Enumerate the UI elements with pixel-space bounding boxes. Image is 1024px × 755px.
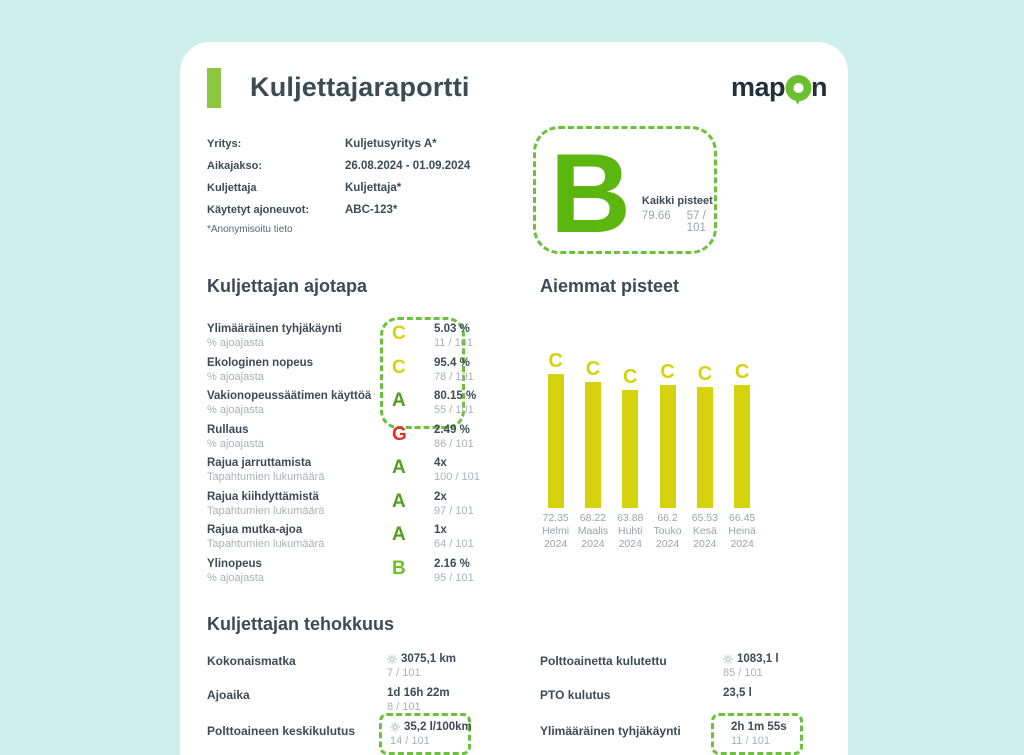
history-bar-label: 66.45 Heinä 2024 — [728, 512, 756, 550]
overall-grade-letter: B — [550, 130, 631, 256]
info-label: Käytetyt ajoneuvot: — [207, 204, 310, 216]
history-bar — [585, 382, 601, 508]
history-bar-grade: C — [660, 361, 675, 384]
metric-sublabel: % ajoajasta — [207, 404, 264, 416]
history-bar-column — [723, 362, 760, 508]
metric-label: Rajua kiihdyttämistä — [207, 490, 319, 503]
history-bar-grade: C — [697, 362, 713, 385]
driving-row — [207, 424, 507, 458]
metric-rank: 11 / 101 — [434, 337, 473, 349]
info-label: Yritys: — [207, 138, 242, 150]
driving-row — [207, 558, 507, 592]
driving-row — [207, 357, 507, 391]
metric-label: Rajua mutka-ajoa — [207, 524, 303, 536]
metric-rank: 78 / 101 — [434, 370, 474, 383]
history-bar-column — [649, 362, 686, 508]
title-accent-bar — [207, 68, 221, 108]
metric-grade: A — [392, 524, 406, 545]
efficiency-label: Polttoaineen keskikulutus — [207, 724, 356, 738]
metric-rank: 55 / 101 — [434, 404, 474, 416]
page-title: Kuljettajaraportti — [250, 72, 470, 102]
efficiency-value-block — [390, 720, 472, 748]
metric-label: Ekologinen nopeus — [207, 356, 314, 369]
metric-rank: 97 / 101 — [434, 504, 474, 517]
metric-label: Vakionopeussäätimen käyttöä — [207, 390, 372, 402]
history-bar — [734, 385, 750, 508]
metric-grade: C — [392, 323, 406, 344]
efficiency-rank: 85 / 101 — [723, 667, 763, 679]
gear-icon — [723, 654, 733, 664]
mapon-logo — [731, 72, 827, 115]
efficiency-section-title: Kuljettajan tehokkuus — [207, 614, 395, 634]
overall-grade-score — [642, 210, 714, 234]
metric-grade: B — [392, 557, 406, 579]
efficiency-rank: 7 / 101 — [387, 667, 421, 679]
metric-value: 1x — [434, 524, 447, 536]
logo-text-right: n — [811, 72, 828, 102]
efficiency-value: 2h 1m 55s — [731, 721, 787, 733]
driving-row — [207, 457, 507, 491]
metric-sublabel: Tapahtumien lukumäärä — [207, 471, 325, 483]
efficiency-value-block — [723, 652, 779, 680]
info-label: Aikajakso: — [207, 160, 263, 172]
metric-sublabel: % ajoajasta — [207, 337, 264, 349]
history-bar-grade: C — [548, 350, 563, 372]
history-bar — [697, 387, 713, 508]
efficiency-value-block — [723, 686, 752, 700]
efficiency-value: 23,5 l — [723, 687, 752, 699]
gear-icon — [390, 722, 400, 732]
efficiency-label: Ajoaika — [207, 688, 250, 702]
history-chart-labels — [537, 512, 761, 551]
report-info — [207, 138, 470, 226]
metric-rank: 86 / 101 — [434, 437, 474, 450]
info-value: ABC-123* — [345, 204, 398, 216]
metric-value: 95.4 % — [434, 356, 470, 369]
report-card — [180, 42, 848, 755]
history-bar-label: 72.35 Helmi 2024 — [542, 512, 570, 550]
metric-grade: A — [392, 457, 406, 478]
overall-grade-label: Kaikki pisteet — [641, 195, 713, 207]
driving-section-title: Kuljettajan ajotapa — [207, 276, 368, 296]
history-bar-grade: C — [623, 365, 638, 388]
overall-grade-text — [642, 195, 714, 237]
efficiency-value: 1d 16h 22m — [387, 687, 450, 699]
metric-sublabel: Tapahtumien lukumäärä — [207, 504, 325, 517]
efficiency-label: Ylimääräinen tyhjäkäynti — [540, 724, 681, 738]
efficiency-value: 35,2 l/100km — [404, 721, 472, 733]
driving-rows — [207, 323, 507, 591]
logo-text-left: map — [731, 72, 786, 102]
metric-label: Rullaus — [207, 423, 249, 436]
overall-rank: 57 / 101 — [686, 210, 706, 234]
driving-row — [207, 491, 507, 525]
metric-label: Ylimääräinen tyhjäkäynti — [207, 323, 342, 335]
efficiency-value-block — [387, 686, 450, 714]
history-bar — [660, 385, 676, 508]
metric-grade: G — [392, 423, 407, 445]
history-bar-grade: C — [585, 357, 601, 380]
history-bar-column — [574, 359, 611, 508]
overall-grade-box — [533, 126, 717, 254]
history-bar — [622, 390, 638, 508]
metric-label: Rajua jarruttamista — [207, 457, 312, 469]
info-row-company — [207, 138, 470, 160]
info-value: Kuljettaja* — [345, 182, 402, 194]
map-pin-icon — [785, 72, 811, 115]
history-bar-column — [537, 351, 574, 508]
info-value: 26.08.2024 - 01.09.2024 — [345, 160, 471, 172]
metric-rank: 64 / 101 — [434, 538, 474, 550]
metric-value: 4x — [434, 457, 447, 469]
history-bar-label: 68.22 Maalis 2024 — [577, 512, 609, 550]
history-bar-column — [686, 364, 723, 508]
anonymized-footnote: *Anonymisoitu tieto — [207, 224, 293, 235]
metric-value: 5.03 % — [434, 323, 470, 335]
history-bar — [548, 374, 564, 508]
metric-label: Ylinopeus — [207, 557, 262, 570]
info-label: Kuljettaja — [207, 182, 257, 194]
metric-sublabel: % ajoajasta — [207, 437, 264, 450]
driving-row — [207, 524, 507, 558]
metric-sublabel: % ajoajasta — [207, 571, 264, 584]
efficiency-rank: 14 / 101 — [390, 735, 430, 747]
efficiency-label: Kokonaismatka — [207, 654, 296, 668]
efficiency-label: Polttoainetta kulutettu — [540, 654, 667, 668]
metric-value: 2x — [434, 490, 447, 503]
history-bar-grade: C — [734, 360, 750, 383]
metric-sublabel: % ajoajasta — [207, 370, 264, 383]
efficiency-label: PTO kulutus — [540, 688, 611, 702]
history-bar-label: 66.2 Touko 2024 — [653, 512, 682, 550]
metric-value: 80.15 % — [434, 390, 477, 402]
driving-row — [207, 390, 507, 424]
efficiency-value: 1083,1 l — [737, 653, 779, 665]
history-section-title: Aiemmat pisteet — [540, 276, 680, 296]
history-chart-bars — [537, 342, 761, 508]
efficiency-value-block — [731, 720, 787, 748]
info-row-period — [207, 160, 470, 182]
efficiency-value: 3075,1 km — [401, 653, 456, 665]
driving-row — [207, 323, 507, 357]
metric-rank: 100 / 101 — [434, 471, 480, 483]
metric-sublabel: Tapahtumien lukumäärä — [207, 538, 325, 550]
metric-value: 2.49 % — [434, 423, 470, 436]
gear-icon — [387, 654, 397, 664]
metric-value: 2.16 % — [434, 557, 470, 570]
efficiency-value-block — [387, 652, 456, 680]
metric-rank: 95 / 101 — [434, 571, 474, 584]
info-value: Kuljetusyritys A* — [345, 138, 437, 150]
info-row-driver — [207, 182, 470, 204]
metric-grade: A — [392, 390, 406, 411]
history-bar-label: 65.53 Kesä 2024 — [691, 512, 718, 550]
history-bar-column — [612, 367, 649, 508]
history-bar-label: 63.88 Huhti 2024 — [617, 512, 644, 550]
info-row-vehicles — [207, 204, 470, 226]
metric-grade: A — [392, 490, 406, 512]
efficiency-rank: 8 / 101 — [387, 701, 421, 713]
efficiency-rank: 11 / 101 — [731, 735, 770, 747]
overall-score: 79.66 — [641, 210, 671, 222]
metric-grade: C — [392, 356, 406, 378]
